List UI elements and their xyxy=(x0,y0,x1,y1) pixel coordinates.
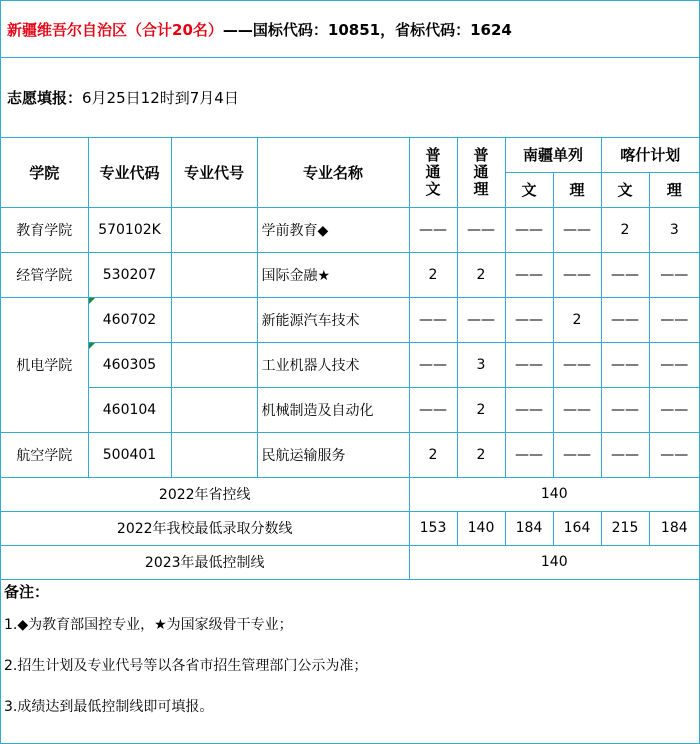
header-kashgar-arts: 文 xyxy=(601,172,649,207)
major-code-cell xyxy=(88,342,171,387)
quota-cell: —— xyxy=(601,432,649,477)
notes-heading: 备注： xyxy=(4,583,50,601)
fill-period-value: 6月25日12时到7月4日 xyxy=(82,89,239,107)
quota-cell: 2 xyxy=(409,252,457,297)
header-general-arts-text: 普 通 文 xyxy=(425,145,441,198)
school-min-score-label: 2022年我校最低录取分数线 xyxy=(1,511,409,545)
major-no-cell xyxy=(171,297,257,342)
quota-cell: 3 xyxy=(649,207,699,252)
quota-cell: —— xyxy=(601,342,649,387)
fill-period-label: 志愿填报： xyxy=(7,89,83,107)
quota-cell: —— xyxy=(409,297,457,342)
header-college: 学院 xyxy=(1,138,88,207)
min-score-cell: 215 xyxy=(601,511,649,545)
quota-cell: —— xyxy=(457,297,505,342)
major-code-cell: 530207 xyxy=(88,252,171,297)
note-item: 2.招生计划及专业代号等以各省市招生管理部门公示为准； xyxy=(4,658,368,674)
quota-cell: —— xyxy=(505,207,553,252)
major-name-cell: 机械制造及自动化 xyxy=(257,387,409,432)
min-score-cell: 153 xyxy=(409,511,457,545)
major-code-text: 460702 xyxy=(102,311,157,328)
quota-cell: 2 xyxy=(457,252,505,297)
college-cell: 航空学院 xyxy=(1,432,88,477)
provincial-line-value: 140 xyxy=(409,477,699,511)
quota-cell: 3 xyxy=(457,342,505,387)
major-no-cell xyxy=(171,207,257,252)
min-score-cell: 184 xyxy=(505,511,553,545)
header-nanjiang-arts: 文 xyxy=(505,172,553,207)
quota-cell: 2 xyxy=(601,207,649,252)
comment-marker-icon xyxy=(89,343,95,349)
region-title-bar xyxy=(1,1,699,58)
major-code-cell xyxy=(88,297,171,342)
quota-cell: —— xyxy=(409,342,457,387)
college-cell: 机电学院 xyxy=(1,297,88,432)
admission-table xyxy=(1,138,699,580)
quota-cell: —— xyxy=(649,252,699,297)
table-row xyxy=(1,342,699,387)
table-row xyxy=(1,297,699,342)
major-no-cell xyxy=(171,342,257,387)
header-nanjiang: 南疆单列 xyxy=(505,138,601,172)
header-major-no: 专业代号 xyxy=(171,138,257,207)
quota-cell: —— xyxy=(601,297,649,342)
college-cell: 教育学院 xyxy=(1,207,88,252)
header-general-arts xyxy=(409,138,457,207)
quota-cell: —— xyxy=(553,252,601,297)
quota-cell: —— xyxy=(601,387,649,432)
table-row xyxy=(1,387,699,432)
quota-cell: —— xyxy=(649,387,699,432)
major-code-cell: 460104 xyxy=(88,387,171,432)
quota-cell: —— xyxy=(649,432,699,477)
quota-cell: —— xyxy=(553,207,601,252)
header-general-sci-text: 普 通 理 xyxy=(473,145,489,198)
table-row xyxy=(1,432,699,477)
note-item: 1.◆为教育部国控专业，★为国家级骨干专业； xyxy=(4,617,293,633)
college-cell: 经管学院 xyxy=(1,252,88,297)
provincial-line-row xyxy=(1,477,699,511)
major-code-cell: 570102K xyxy=(88,207,171,252)
quota-cell: 2 xyxy=(409,432,457,477)
fill-period-row xyxy=(1,58,699,138)
quota-cell: —— xyxy=(505,297,553,342)
quota-cell: —— xyxy=(505,387,553,432)
notes-section xyxy=(1,580,699,727)
major-no-cell xyxy=(171,387,257,432)
quota-cell: —— xyxy=(505,432,553,477)
major-name-cell: 学前教育◆ xyxy=(257,207,409,252)
min-score-cell: 140 xyxy=(457,511,505,545)
major-name-cell: 国际金融★ xyxy=(257,252,409,297)
quota-cell: 2 xyxy=(457,387,505,432)
quota-cell: —— xyxy=(409,387,457,432)
major-name-cell: 工业机器人技术 xyxy=(257,342,409,387)
quota-cell: —— xyxy=(553,432,601,477)
region-codes: ——国标代码：10851，省标代码：1624 xyxy=(222,20,512,39)
min-score-cell: 164 xyxy=(553,511,601,545)
quota-cell: 2 xyxy=(553,297,601,342)
major-no-cell xyxy=(171,252,257,297)
quota-cell: —— xyxy=(649,297,699,342)
header-kashgar-sci: 理 xyxy=(649,172,699,207)
quota-cell: —— xyxy=(601,252,649,297)
quota-cell: —— xyxy=(553,342,601,387)
min-control-2023-row xyxy=(1,545,699,579)
table-row xyxy=(1,252,699,297)
quota-cell: —— xyxy=(409,207,457,252)
quota-cell: —— xyxy=(649,342,699,387)
quota-cell: —— xyxy=(457,207,505,252)
region-title: 新疆维吾尔自治区（合计20名） xyxy=(7,20,223,39)
min-control-2023-label: 2023年最低控制线 xyxy=(1,545,409,579)
major-no-cell xyxy=(171,432,257,477)
table-row xyxy=(1,207,699,252)
quota-cell: 2 xyxy=(457,432,505,477)
major-name-cell: 新能源汽车技术 xyxy=(257,297,409,342)
major-code-text: 460305 xyxy=(102,356,157,373)
note-item: 3.成绩达到最低控制线即可填报。 xyxy=(4,699,214,715)
header-nanjiang-sci: 理 xyxy=(553,172,601,207)
min-control-2023-value: 140 xyxy=(409,545,699,579)
min-score-cell: 184 xyxy=(649,511,699,545)
comment-marker-icon xyxy=(89,298,95,304)
quota-cell: —— xyxy=(505,342,553,387)
quota-cell: —— xyxy=(553,387,601,432)
header-kashgar: 喀什计划 xyxy=(601,138,699,172)
quota-cell: —— xyxy=(505,252,553,297)
school-min-score-row xyxy=(1,511,699,545)
header-general-sci xyxy=(457,138,505,207)
major-code-cell: 500401 xyxy=(88,432,171,477)
provincial-line-label: 2022年省控线 xyxy=(1,477,409,511)
header-major-name: 专业名称 xyxy=(257,138,409,207)
major-name-cell: 民航运输服务 xyxy=(257,432,409,477)
header-major-code: 专业代码 xyxy=(88,138,171,207)
